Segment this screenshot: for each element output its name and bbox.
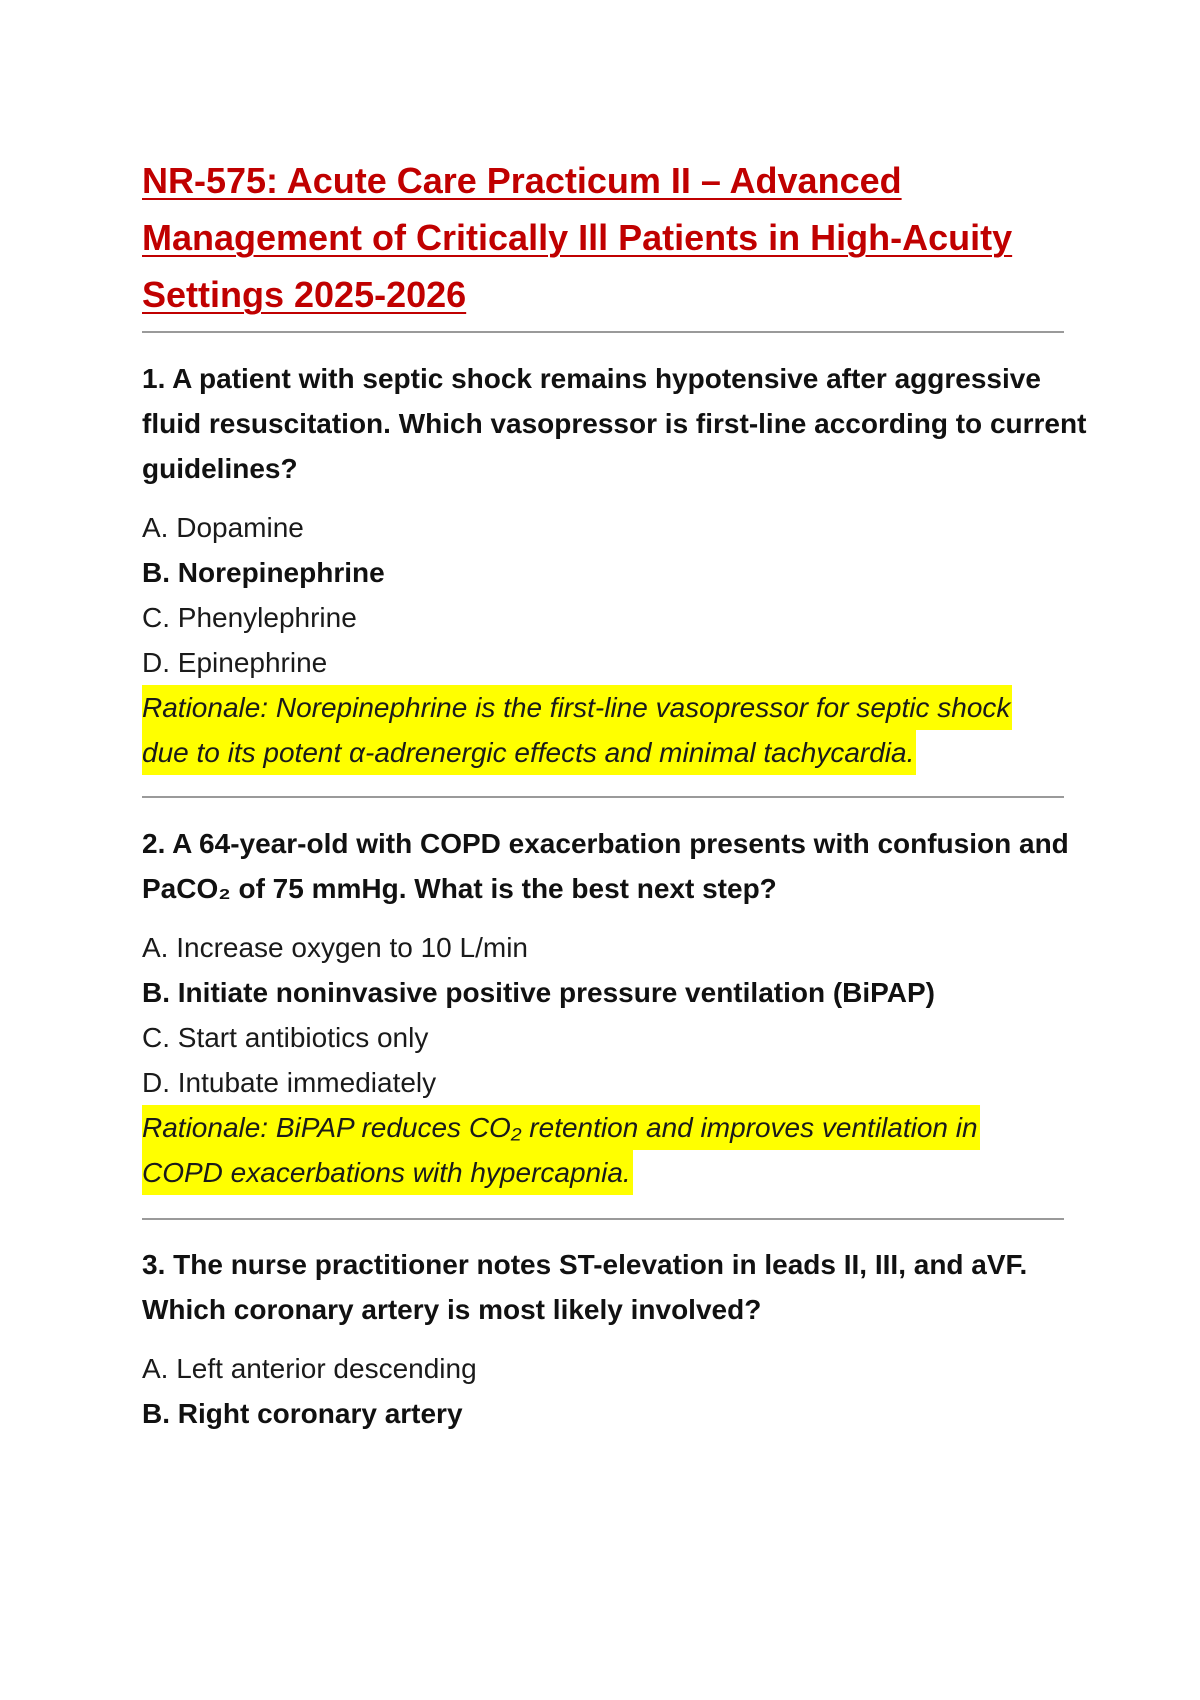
- divider: [142, 796, 1064, 798]
- rationale-line: Rationale: BiPAP reduces CO₂ retention and improves ventilation in: [142, 1105, 980, 1150]
- option-b-correct: B. Initiate noninvasive positive pressure ventilation (BiPAP): [142, 977, 935, 1008]
- question-2: [142, 821, 1082, 1195]
- divider: [142, 331, 1064, 333]
- question-3: [142, 1242, 1082, 1436]
- divider: [142, 1218, 1064, 1220]
- option-d: D. Epinephrine: [142, 647, 328, 678]
- question-text: [142, 1242, 1082, 1332]
- rationale-line: COPD exacerbations with hypercapnia.: [142, 1150, 633, 1195]
- question-line: 1. A patient with septic shock remains hypotensive after aggressive: [142, 363, 1041, 394]
- question-line: 2. A 64-year-old with COPD exacerbation presents with confusion and: [142, 828, 1069, 859]
- question-text: [142, 821, 1082, 911]
- question-line: Which coronary artery is most likely involved?: [142, 1294, 762, 1325]
- question-1: [142, 356, 1087, 775]
- question-text: [142, 356, 1087, 491]
- option-b-correct: B. Norepinephrine: [142, 557, 385, 588]
- document-title: [142, 152, 1042, 323]
- rationale: [142, 1105, 1082, 1195]
- rationale-line: Rationale: Norepinephrine is the first-line vasopressor for septic shock: [142, 685, 1012, 730]
- option-c: C. Phenylephrine: [142, 602, 357, 633]
- rationale-line: due to its potent α-adrenergic effects and minimal tachycardia.: [142, 730, 916, 775]
- option-c: C. Start antibiotics only: [142, 1022, 429, 1053]
- question-line: fluid resuscitation. Which vasopressor is first-line according to current: [142, 408, 1087, 439]
- question-line: PaCO₂ of 75 mmHg. What is the best next step?: [142, 873, 777, 904]
- rationale: [142, 685, 1082, 775]
- question-line: guidelines?: [142, 453, 298, 484]
- title-line: NR-575: Acute Care Practicum II – Advanced: [142, 160, 902, 201]
- title-line: Settings 2025-2026: [142, 274, 467, 315]
- option-b-correct: B. Right coronary artery: [142, 1398, 463, 1429]
- option-d: D. Intubate immediately: [142, 1067, 437, 1098]
- option-a: A. Increase oxygen to 10 L/min: [142, 932, 528, 963]
- option-a: A. Dopamine: [142, 512, 304, 543]
- option-a: A. Left anterior descending: [142, 1353, 477, 1384]
- title-line: Management of Critically Ill Patients in High-Acuity: [142, 217, 1013, 258]
- question-line: 3. The nurse practitioner notes ST-elevation in leads II, III, and aVF.: [142, 1249, 1028, 1280]
